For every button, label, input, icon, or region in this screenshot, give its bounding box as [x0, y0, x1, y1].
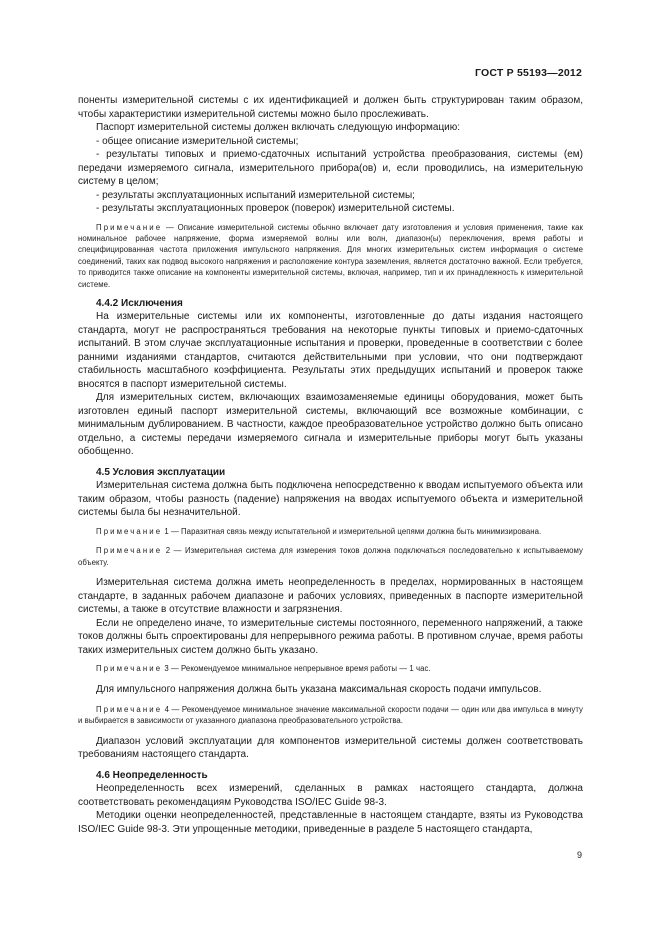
- paragraph-uncertainty-limits: Измерительная система должна иметь неопределенность в пределах, нормированных в настоящем стандарте, в заданных рабочем диапазоне и рабочих условиях, приведенных в паспорте измерительной системы, а также в отсутствие влажности и загрязнения.: [78, 577, 583, 616]
- section-heading-4-5: 4.5 Условия эксплуатации: [96, 466, 226, 478]
- paragraph-continued: поненты измерительной системы с их идентификацией и должен быть структурирован таким образом, чтобы характеристики измерительной системы можно было прослеживать.: [78, 95, 583, 120]
- list-item: - общее описание измерительной системы;: [96, 135, 299, 147]
- note-1: Примечание 1 — Паразитная связь между испытательной и измерительной цепями должна быть минимизирована.: [96, 526, 542, 536]
- note-label: Примечание: [96, 526, 163, 536]
- list-item: - результаты типовых и приемо-сдаточных испытаний устройства преобразования, системы (ем) передачи измеряемого сигнала, измерительного прибора(ов) и, если проводились, на измерительную систему в целом;: [78, 149, 583, 187]
- note-general: Примечание — Описание измерительной системы обычно включает дату изготовления и условия применения, такие как номинальное рабочее напряжение, форма измеряемой волны или волн, диапазон(ы) переключения, время работы и специфицированная частота приложения импульсного напряжения. Для многих измерительных систем информация о системе соединений, таких как подвод высокого напряжения и расположение контура заземления, является достаточно важной. Если требуется, то приводится также описание на компоненты измерительной системы, включая, например, тип и их принадлежность к измерительной системе.: [78, 222, 583, 289]
- paragraph-interchangeable: Для измерительных систем, включающих взаимозаменяемые единицы оборудования, может быть изготовлен единый паспорт измерительной системы, включающий все возможные комбинации, с минимальным дублированием. В частности, каждое преобразовательное устройство должно быть описано отдельно, а системы передачи измеряемого сигнала и измерительные приборы могут быть указаны обобщенно.: [78, 392, 583, 458]
- note-label: Примечание: [96, 222, 163, 232]
- paragraph-impulse-rate: Для импульсного напряжения должна быть указана максимальная скорость подачи импульсов.: [96, 683, 542, 695]
- note-4: Примечание 4 — Рекомендуемое минимальное значение максимальной скорости подачи — один или два импульса в минуту и выбирается в зависимости от указанного диапазона преобразовательного устройства.: [78, 705, 583, 726]
- list-item: - результаты эксплуатационных испытаний измерительной системы;: [96, 189, 415, 201]
- paragraph-operating-range: Диапазон условий эксплуатации для компонентов измерительной системы должен соответствовать требованиям настоящего стандарта.: [78, 735, 583, 761]
- note-label: Примечание: [96, 664, 163, 674]
- section-heading-4-4-2: 4.4.2 Исключения: [96, 297, 183, 309]
- paragraph-connection: Измерительная система должна быть подключена непосредственно к вводам испытуемого объекта или таким образом, чтобы разность (падение) напряжения на вводах испытуемого объекта и измерительной системы была бы незначительной.: [78, 480, 583, 519]
- section-heading-4-6: 4.6 Неопределенность: [96, 769, 208, 781]
- paragraph-exceptions: На измерительные системы или их компоненты, изготовленные до даты издания настоящего стандарта, могут не распространяться требования на некоторые пункты типовых и приемо-сдаточных испытаний. В этом случае эксплуатационные испытания и проверки, проведенные в соответствии с более ранними изданиями стандартов, считаются действительными при условии, что они подтверждают стабильность масштабного коэффициента. Результаты этих предыдущих испытаний и проверок также вносятся в паспорт измерительной системы.: [78, 311, 583, 390]
- note-3: Примечание 3 — Рекомендуемое минимальное непрерывное время работы — 1 час.: [96, 664, 431, 674]
- paragraph-continuous-mode: Если не определено иначе, то измерительные системы постоянного, переменного напряжений, а также токов должны быть спроектированы для непрерывного режима работы. В противном случае, время работы таких измерительных систем должно быть указано.: [78, 617, 583, 656]
- note-2: Примечание 2 — Измерительная система для измерения токов должна подключаться последовательно к испытываемому объекту.: [78, 546, 583, 567]
- list-item: - результаты эксплуатационных проверок (поверок) измерительной системы.: [96, 203, 455, 214]
- paragraph-methods: Методики оценки неопределенностей, представленные в настоящем стандарте, взяты из Руководства ISO/IEC Guide 98-3. Эти упрощенные методики, приведенные в разделе 5 настоящего стандарта,: [78, 810, 583, 835]
- note-label: Примечание: [96, 546, 163, 556]
- paragraph-uncertainty: Неопределенность всех измерений, сделанных в рамках настоящего стандарта, должна соответствовать рекомендациям Руководства ISO/IEC Guide 98-3.: [78, 783, 583, 808]
- note-label: Примечание: [96, 705, 163, 715]
- page-body: [78, 94, 583, 836]
- paragraph-passport-contents: Паспорт измерительной системы должен включать следующую информацию:: [96, 122, 461, 133]
- document-code: ГОСТ Р 55193—2012: [474, 67, 582, 79]
- page-number: 9: [576, 850, 582, 860]
